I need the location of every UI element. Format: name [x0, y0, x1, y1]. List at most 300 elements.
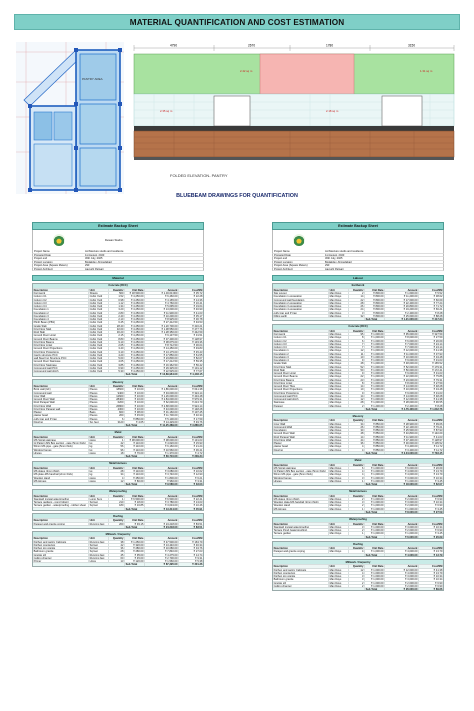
- project-info-key: Prepared Date: [274, 253, 291, 256]
- cell-unit: Man Days: [329, 292, 349, 294]
- cell-psf: ₹ 61.55: [193, 353, 203, 357]
- column-header-amt: Amount: [145, 467, 179, 469]
- cell-psf: ₹ 79.31: [433, 378, 443, 381]
- cell-rate: ₹ 1,000.00: [365, 336, 385, 338]
- cell-qty: 14: [349, 436, 365, 438]
- cell-amt: ₹ 1,560.00: [145, 560, 179, 562]
- cell-psf: ₹ 27.03: [193, 550, 203, 553]
- cell-desc: Flooring: [33, 421, 89, 423]
- cell-qty: 6200: [109, 401, 125, 403]
- cell-desc: Parapet wall granite coping: [273, 550, 329, 552]
- column-header-desc: Description: [273, 330, 329, 332]
- cell-rate: ₹ 850.00: [125, 418, 145, 420]
- cell-desc: First Floor Projections: [273, 392, 329, 394]
- cell-qty: 4: [109, 477, 125, 479]
- cell-unit: Man Days: [329, 340, 349, 342]
- cell-amt: ₹ 22,000.00: [385, 375, 419, 377]
- cell-qty: 22: [349, 375, 365, 377]
- cell-amt: ₹ 2,700.00: [145, 557, 179, 559]
- cell-unit: Cubic Yard: [89, 344, 109, 346]
- cell-qty: 3: [349, 501, 365, 503]
- cell-rate: ₹ 4,250.00: [125, 302, 145, 304]
- cell-psf: ₹ 37.93: [433, 352, 443, 355]
- cell-rate: ₹ 1,000.00: [365, 353, 385, 355]
- cell-qty: 26800: [109, 405, 125, 407]
- cell-rate: ₹ 4,250.00: [125, 344, 145, 346]
- table-row: [33, 404, 203, 407]
- column-header-psf: Cost/SM: [432, 463, 443, 466]
- cell-psf: ₹ 96.55: [433, 401, 443, 404]
- column-header-rate: Unit Rate: [365, 464, 385, 466]
- column-header-desc: Description: [273, 547, 329, 549]
- cell-unit: Man Days: [329, 498, 349, 500]
- cell-qty: 2.80: [109, 312, 125, 314]
- cell-qty: 10: [349, 356, 365, 358]
- cost-block-title: Waterproofing: [273, 518, 443, 522]
- cell-desc: First Floor Slab: [33, 328, 89, 330]
- subtotal-label: Sub Total: [125, 508, 145, 510]
- cell-amt: ₹ 48,000.00: [385, 362, 419, 364]
- cell-psf: ₹ 140.69: [432, 432, 443, 435]
- cell-psf: ₹ 46.90: [193, 308, 203, 311]
- cost-block: [272, 283, 444, 322]
- cell-rate: ₹ 38,000.00: [125, 439, 145, 441]
- cell-desc: Roof Slab: [273, 369, 329, 371]
- cell-amt: ₹ 10,000.00: [385, 388, 419, 390]
- column-header-psf: Cost/SM: [432, 494, 443, 497]
- cell-psf: ₹ 133.36: [192, 340, 203, 344]
- subtotal-spacer: [33, 455, 125, 457]
- subtotal-spacer: [273, 408, 365, 410]
- table-row: [273, 307, 443, 310]
- cell-desc: Grade Slab: [273, 362, 329, 364]
- cell-amt: ₹ 3,780.00: [145, 501, 179, 503]
- cell-unit: Man Days: [329, 366, 349, 368]
- cell-amt: ₹ 37,400.00: [385, 439, 419, 441]
- section-header: Material: [32, 275, 204, 281]
- cell-unit: Man Days: [329, 526, 349, 528]
- cell-rate: ₹ 1,000.00: [365, 333, 385, 335]
- cell-amt: ₹ 1,26,000.00: [145, 395, 179, 397]
- cell-psf: ₹ 16.41: [193, 301, 203, 305]
- cell-qty: 11: [349, 353, 365, 355]
- cell-rate: ₹ 4,250.00: [125, 354, 145, 356]
- table-row: [273, 507, 443, 510]
- cell-qty: 1.12: [109, 302, 125, 304]
- subtotal-spacer: [273, 536, 365, 538]
- cell-psf: ₹ 48.28: [433, 385, 443, 388]
- cell-desc: gully trap and P trap: [273, 312, 329, 314]
- column-header-row: [273, 494, 443, 497]
- cell-rate: ₹ 800.00: [365, 292, 385, 294]
- cell-unit: Man Days: [329, 504, 349, 506]
- cell-psf: ₹ 77.24: [433, 301, 443, 305]
- cell-amt: ₹ 27,412.50: [145, 321, 179, 323]
- cell-amt: ₹ 3,000.00: [385, 501, 419, 503]
- column-header-unit: Unit: [329, 523, 349, 525]
- cell-desc: MS plates (2mm thick): [273, 498, 329, 500]
- subtotal-cost-per-sm: ₹ 4,448.15: [189, 373, 203, 376]
- cell-desc: First Floor Lintel: [33, 344, 89, 346]
- cell-amt: ₹ 1,86,000.00: [145, 388, 179, 390]
- table-row: [33, 350, 203, 353]
- cell-psf: ₹ 324.14: [192, 391, 203, 394]
- cell-unit: Cubic Yard: [89, 357, 109, 359]
- cell-qty: 3.85: [109, 364, 125, 366]
- table-row: [33, 400, 203, 403]
- cell-desc: Terrace Pond (waterproofing): [273, 529, 329, 531]
- cell-unit: Man Days: [329, 585, 349, 587]
- cell-qty: 1: [109, 439, 125, 441]
- cell-qty: 3: [349, 312, 365, 314]
- column-header-qty: Quantity: [109, 495, 125, 497]
- cell-qty: 18600: [109, 388, 125, 390]
- project-info-value: 290: [325, 264, 330, 267]
- drawings-caption: BLUEBEAM DRAWINGS FOR QUANTIFICATION: [176, 193, 298, 199]
- cell-unit: Man Days: [329, 578, 349, 580]
- column-header-unit: Unit: [329, 289, 349, 291]
- cell-amt: ₹ 9,000.00: [385, 392, 419, 394]
- cell-rate: ₹ 850.00: [365, 445, 385, 447]
- subtotal-label: Sub Total: [365, 452, 385, 454]
- cell-unit: Cubic Yard: [89, 351, 109, 353]
- cell-amt: ₹ 14,000.00: [385, 385, 419, 387]
- column-header-desc: Description: [33, 519, 89, 521]
- cell-rate: ₹ 4,250.00: [125, 305, 145, 307]
- column-header-unit: Unit: [329, 464, 349, 466]
- cell-psf: ₹ 56.42: [193, 363, 203, 366]
- table-row: [33, 476, 203, 479]
- cell-amt: ₹ 9,137.50: [145, 334, 179, 336]
- subtotal-label: Sub Total: [365, 588, 385, 590]
- cell-amt: ₹ 94,000.00: [145, 392, 179, 394]
- cell-unit: kg: [89, 470, 109, 472]
- cell-unit: Sq. feet: [89, 421, 109, 423]
- cell-qty: 48: [349, 362, 365, 364]
- cell-desc: First Floor Beams: [33, 341, 89, 343]
- cell-psf: ₹ 13.79: [433, 470, 443, 473]
- sheet-title: Estimate Backup Sheet: [272, 222, 444, 230]
- column-header-desc: Description: [33, 495, 89, 497]
- column-header-desc: Description: [33, 436, 89, 438]
- table-row: [273, 348, 443, 351]
- column-header-amt: Amount: [385, 464, 419, 466]
- cell-psf: ₹ 979.31: [192, 398, 203, 401]
- column-header-unit: Unit: [89, 519, 109, 521]
- cell-psf: ₹ 38.62: [433, 295, 443, 298]
- cell-unit: Running feet: [89, 523, 109, 525]
- studio-name: [325, 230, 443, 250]
- subtotal-amount: ₹ 12,89,964.00: [145, 373, 179, 375]
- subtotal-label: Sub Total: [125, 373, 145, 375]
- cell-qty: 28: [349, 302, 365, 304]
- cell-unit: Pieces: [89, 408, 109, 410]
- column-header-desc: Description: [273, 289, 329, 291]
- project-info-key: Project Area (Square Meters): [34, 264, 68, 267]
- cell-amt: ₹ 1,03,60,000: [145, 292, 179, 294]
- cell-amt: ₹ 1,20,700.00: [145, 325, 179, 327]
- cell-psf: ₹ 21.24: [193, 445, 203, 448]
- cell-unit: Man Days: [329, 569, 349, 571]
- cell-unit: piece: [89, 480, 109, 482]
- cell-desc: GI Pattern MS Box section - gate (5mm thick): [273, 470, 329, 472]
- cell-unit: Pieces: [89, 405, 109, 407]
- cell-desc: Flooring: [273, 449, 329, 451]
- cell-desc: Wooden Hand: [33, 477, 89, 479]
- cell-qty: 3: [349, 477, 365, 479]
- subtotal-amount: ₹ 1,21,000.00: [385, 318, 419, 320]
- cell-desc: Brick wall (GF): [33, 388, 89, 390]
- cost-block-title: Earthwork: [273, 284, 443, 288]
- cell-qty: 42: [109, 442, 125, 444]
- cell-psf: ₹ 10.34: [433, 578, 443, 581]
- cell-desc: Kitchen and pantry Cabinets: [273, 569, 329, 571]
- cell-rate: ₹ 1,000.00: [365, 369, 385, 371]
- cell-qty: 48: [349, 432, 365, 434]
- cell-qty: 1: [349, 480, 365, 482]
- cell-unit: Man Days: [329, 473, 349, 475]
- project-info-key: Project Location: [34, 260, 53, 263]
- cell-amt: ₹ 14,450.00: [145, 347, 179, 349]
- column-header-amt: Amount: [145, 495, 179, 497]
- cell-unit: Man Days: [329, 302, 349, 304]
- cell-rate: ₹ 4,250.00: [125, 370, 145, 372]
- cost-block: [272, 541, 444, 557]
- cell-unit: Man Days: [329, 470, 349, 472]
- column-header-qty: Quantity: [349, 547, 365, 549]
- cell-psf: ₹ 434.48: [192, 394, 203, 398]
- cell-qty: 38: [109, 541, 125, 543]
- cell-unit: Man Days: [329, 439, 349, 441]
- cell-psf: ₹ 924.14: [192, 404, 203, 407]
- cell-desc: Wooden plate-MS handrail (2mm thick): [273, 501, 329, 503]
- cell-desc: Grade Slab: [33, 325, 89, 327]
- cell-amt: ₹ 4,000.00: [385, 473, 419, 475]
- cell-amt: ₹ 29,325.00: [145, 367, 179, 369]
- cell-qty: 1: [349, 532, 365, 534]
- cell-unit: Cubic Yard: [89, 295, 109, 297]
- cell-rate: ₹ 1,000.00: [365, 508, 385, 510]
- cell-amt: ₹ 28,000.00: [385, 401, 419, 403]
- column-header-unit: Unit: [89, 289, 109, 291]
- cell-desc: Ground Floor Lintel: [33, 334, 89, 336]
- cell-qty: 6.45: [109, 321, 125, 323]
- cell-desc: Foundation 1: [273, 349, 329, 351]
- cell-rate: ₹ 4,250.00: [125, 299, 145, 301]
- column-header-desc: Description: [33, 467, 89, 469]
- cell-qty: 8.80: [109, 338, 125, 340]
- column-header-row: [273, 288, 443, 291]
- cell-unit: Man Days: [329, 467, 349, 469]
- cost-block-title: Concrete (RCC): [33, 284, 203, 288]
- cell-desc: Site Layout: [273, 292, 329, 294]
- cell-rate: ₹ 95.00: [125, 554, 145, 556]
- project-info-key: Project end: [34, 257, 48, 260]
- cell-psf: ₹ 11.72: [433, 445, 443, 448]
- cell-desc: Formwork: [273, 333, 329, 335]
- cell-rate: ₹ 1,000.00: [365, 585, 385, 587]
- cell-unit: Sq feet: [89, 550, 109, 552]
- column-header-desc: Description: [273, 565, 329, 567]
- cell-qty: 28: [349, 401, 365, 403]
- cell-rate: ₹ 800.00: [365, 299, 385, 301]
- subtotal-row: [273, 535, 443, 538]
- table-row: [273, 431, 443, 434]
- subtotal-amount: ₹ 6,000.00: [385, 536, 419, 538]
- cell-amt: ₹ 16,362.50: [145, 364, 179, 366]
- cost-block: [272, 413, 444, 455]
- cell-qty: 6.90: [109, 367, 125, 369]
- cell-rate: ₹ 1,000.00: [365, 392, 385, 394]
- column-header-rate: Unit Rate: [365, 523, 385, 525]
- cell-qty: 4: [349, 473, 365, 475]
- cell-unit: Man Days: [329, 356, 349, 358]
- column-header-row: [33, 536, 203, 539]
- section-header: Labour: [272, 275, 444, 281]
- column-header-qty: Quantity: [109, 289, 125, 291]
- column-header-qty: Quantity: [109, 436, 125, 438]
- cell-unit: Cubic Yard: [89, 312, 109, 314]
- cell-qty: 1: [349, 508, 365, 510]
- cell-rate: ₹ 4,250.00: [125, 351, 145, 353]
- cell-desc: Ceiling channel: [33, 557, 89, 559]
- cell-psf: ₹ 641.38: [192, 388, 203, 391]
- cell-rate: ₹ 4.65: [125, 421, 145, 423]
- cell-unit: piece: [89, 452, 109, 454]
- cell-desc: wall Steel Ing Structure PCC: [33, 357, 89, 359]
- cell-psf: ₹ 31.03: [433, 359, 443, 362]
- cell-rate: ₹ 1,000.00: [365, 375, 385, 377]
- column-header-amt: Amount: [385, 289, 419, 291]
- cell-amt: ₹ 4,760.00: [145, 302, 179, 304]
- cell-amt: ₹ 23,800.00: [145, 357, 179, 359]
- cell-qty: 6: [349, 340, 365, 342]
- cell-qty: 260: [109, 523, 125, 525]
- column-header-amt: Amount: [385, 495, 419, 497]
- cell-qty: 28400: [109, 398, 125, 400]
- table-row: [273, 391, 443, 394]
- cell-psf: ₹ 49.83: [193, 347, 203, 350]
- cell-qty: 30.20: [109, 331, 125, 333]
- cell-qty: 6: [109, 418, 125, 420]
- table-row: [33, 549, 203, 552]
- cell-unit: Cubic Yard: [89, 305, 109, 307]
- column-header-amt: Amount: [385, 330, 419, 332]
- cell-rate: ₹ 1,000.00: [365, 578, 385, 580]
- cell-unit: Cubic Yard: [89, 299, 109, 301]
- subtotal-label: Sub Total: [365, 318, 385, 320]
- cell-unit: Sq feet: [89, 504, 109, 506]
- cell-unit: Man Days: [329, 343, 349, 345]
- cell-qty: 2.15: [109, 334, 125, 336]
- cell-unit: Pieces: [89, 388, 109, 390]
- cell-qty: 14: [349, 295, 365, 297]
- column-header-amt: Amount: [145, 385, 179, 387]
- subtotal-amount: ₹ 4,76,400.00: [385, 408, 419, 410]
- cell-desc: Column C2: [33, 299, 89, 301]
- cell-desc: Terrace garden: [273, 532, 329, 534]
- cell-desc: Foundation 1: [33, 308, 89, 310]
- column-header-unit: Unit: [89, 385, 109, 387]
- subtotal-spacer: [33, 526, 125, 528]
- cell-qty: 22: [349, 299, 365, 301]
- cell-unit: Man Days: [329, 312, 349, 314]
- subtotal-row: [273, 553, 443, 556]
- cell-amt: ₹ 11,200.00: [385, 295, 419, 297]
- sheet-header: [272, 230, 444, 250]
- cell-desc: First Floor Lintel: [273, 382, 329, 384]
- cell-amt: ₹ 14,000.00: [385, 395, 419, 397]
- cell-amt: ₹ 2,400.00: [385, 312, 419, 314]
- pantry-elevation-drawing: [130, 42, 458, 170]
- column-header-rate: Unit Rate: [125, 537, 145, 539]
- cell-desc: Foundation 3: [273, 356, 329, 358]
- cell-amt: ₹ 14,429.00: [145, 421, 179, 423]
- cell-rate: ₹ 10.00: [125, 392, 145, 394]
- cell-desc: Compound wall foundation: [273, 299, 329, 301]
- cell-psf: ₹ 76.21: [433, 425, 443, 429]
- cell-amt: ₹ 11,900.00: [145, 312, 179, 314]
- table-row: [33, 540, 203, 543]
- cell-psf: ₹ 3.45: [434, 479, 443, 483]
- subtotal-spacer: [273, 483, 365, 485]
- cell-rate: ₹ 800.00: [365, 308, 385, 310]
- cell-unit: Man Days: [329, 508, 349, 510]
- column-header-row: [273, 564, 443, 567]
- cell-unit: Cubic Yard: [89, 328, 109, 330]
- cell-desc: Inner Wall: [273, 423, 329, 425]
- column-header-amt: Amount: [145, 519, 179, 521]
- cell-qty: 24: [349, 308, 365, 310]
- cell-desc: Inner Wall: [33, 395, 89, 397]
- cell-rate: ₹ 1,000.00: [365, 366, 385, 368]
- dimension-4: 3150: [408, 43, 416, 48]
- table-row: [33, 363, 203, 366]
- cell-unit: Man Days: [329, 426, 349, 428]
- cell-unit: Man Days: [329, 449, 349, 451]
- column-header-row: [273, 546, 443, 549]
- cell-psf: ₹ 6.21: [194, 476, 203, 479]
- subtotal-cost-per-sm: ₹ 703.45: [432, 451, 443, 455]
- cell-rate: ₹ 850.00: [365, 432, 385, 434]
- cell-rate: ₹ 1,000.00: [365, 388, 385, 390]
- subtotal-amount: ₹ 4,000.00: [385, 554, 419, 556]
- cell-qty: 7: [349, 343, 365, 345]
- cell-desc: Column C3: [33, 302, 89, 304]
- cell-unit: Pieces: [89, 418, 109, 420]
- column-header-psf: Cost/SM: [432, 419, 443, 422]
- cell-desc: Foundation 3 excavation: [273, 305, 329, 307]
- cell-unit: Cubic Yard: [89, 354, 109, 356]
- subtotal-spacer: [33, 483, 125, 485]
- cell-unit: Cubic Yard: [89, 315, 109, 317]
- column-header-amt: Amount: [145, 537, 179, 539]
- cell-unit: Man Days: [329, 477, 349, 479]
- cell-rate: ₹ 1,000.00: [365, 379, 385, 381]
- cell-psf: ₹ 8.28: [434, 404, 443, 407]
- table-row: [273, 568, 443, 571]
- cell-rate: ₹ 4,250.00: [125, 312, 145, 314]
- cell-desc: Foundation 4: [273, 359, 329, 361]
- cell-rate: ₹ 110.00: [125, 473, 145, 475]
- cell-qty: 7: [349, 346, 365, 348]
- cell-rate: ₹ 450.00: [125, 477, 145, 479]
- column-header-psf: Cost/SM: [432, 288, 443, 292]
- cell-rate: ₹ 800.00: [365, 302, 385, 304]
- cell-amt: ₹ 62,000.00: [145, 401, 179, 403]
- cell-rate: ₹ 1,000.00: [365, 504, 385, 506]
- cell-psf: ₹ 31.03: [433, 391, 443, 394]
